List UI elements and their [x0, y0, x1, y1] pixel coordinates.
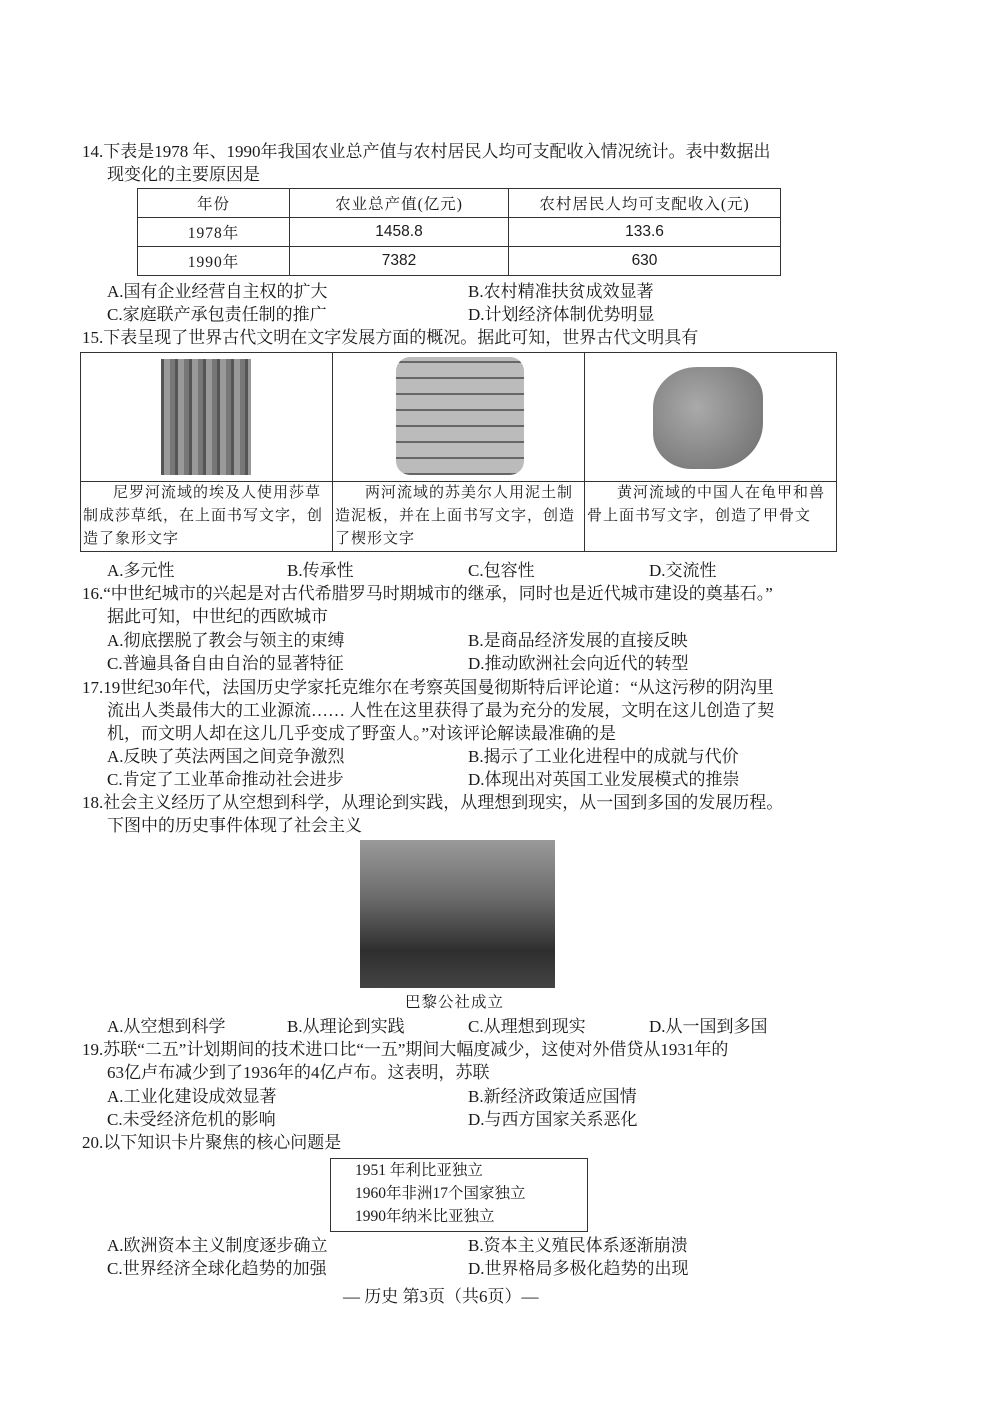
q17-option-d: D.体现出对英国工业发展模式的推崇 — [468, 770, 740, 789]
q15-cell-sumer: 两河流域的苏美尔人用泥土制造泥板，并在上面书写文字，创造了楔形文字 — [335, 485, 576, 547]
q15-table — [80, 352, 837, 552]
q17-option-b: B.揭示了工业化进程中的成就与代价 — [468, 747, 739, 766]
q16-option-c: C.普遍具备自由自治的显著特征 — [107, 654, 344, 673]
q14-table — [137, 188, 781, 276]
q15-cell-egypt: 尼罗河流域的埃及人使用莎草制成莎草纸，在上面书写文字，创造了象形文字 — [83, 485, 324, 547]
q18-option-b: B.从理论到实践 — [287, 1017, 405, 1036]
card-line: 1951 年利比亚独立 — [355, 1162, 483, 1179]
oracle-bone-image — [653, 367, 763, 469]
table-row — [138, 247, 781, 276]
q16-option-d: D.推动欧洲社会向近代的转型 — [468, 654, 689, 673]
q14-option-c: C.家庭联产承包责任制的推广 — [107, 305, 327, 324]
q16-stem-line2: 据此可知，中世纪的西欧城市 — [107, 607, 328, 626]
table-cell: 1458.8 — [290, 218, 509, 247]
q20-stem: 20.以下知识卡片聚焦的核心问题是 — [82, 1133, 342, 1152]
q20-option-b: B.资本主义殖民体系逐渐崩溃 — [468, 1236, 688, 1255]
q19-stem-line2: 63亿卢布减少到了1936年的4亿卢布。这表明，苏联 — [107, 1063, 490, 1082]
q16-option-b: B.是商品经济发展的直接反映 — [468, 631, 688, 650]
q14-option-b: B.农村精准扶贫成效显著 — [468, 282, 654, 301]
table-cell: 7382 — [290, 247, 509, 276]
q18-stem-line1: 18.社会主义经历了从空想到科学，从理论到实践，从理想到现实，从一国到多国的发展历程。 — [82, 793, 784, 812]
table-header: 年份 — [138, 189, 290, 218]
knowledge-card — [330, 1158, 588, 1232]
table-cell: 1978年 — [138, 218, 290, 247]
cuneiform-tablet-image — [396, 357, 524, 475]
q19-option-c: C.未受经济危机的影响 — [107, 1110, 276, 1129]
q14-option-a: A.国有企业经营自主权的扩大 — [107, 282, 328, 301]
q20-option-c: C.世界经济全球化趋势的加强 — [107, 1259, 327, 1278]
q17-option-c: C.肯定了工业革命推动社会进步 — [107, 770, 344, 789]
paris-commune-image — [360, 840, 555, 988]
q18-option-c: C.从理想到现实 — [468, 1017, 586, 1036]
q15-cell-china: 黄河流域的中国人在龟甲和兽骨上面书写文字，创造了甲骨文 — [587, 485, 826, 524]
card-line: 1990年纳米比亚独立 — [355, 1208, 495, 1225]
q15-stem: 15.下表呈现了世界古代文明在文字发展方面的概况。据此可知，世界古代文明具有 — [82, 328, 699, 347]
table-cell: 630 — [509, 247, 781, 276]
q18-image-caption: 巴黎公社成立 — [405, 994, 505, 1011]
q15-option-b: B.传承性 — [287, 561, 354, 580]
q19-option-a: A.工业化建设成效显著 — [107, 1087, 277, 1106]
q17-stem-line2: 流出人类最伟大的工业源流…… 人性在这里获得了最为充分的发展，文明在这儿创造了契 — [107, 701, 775, 720]
q19-option-d: D.与西方国家关系恶化 — [468, 1110, 638, 1129]
q18-option-a: A.从空想到科学 — [107, 1017, 226, 1036]
q18-stem-line2: 下图中的历史事件体现了社会主义 — [107, 816, 362, 835]
table-header: 农业总产值(亿元) — [290, 189, 509, 218]
q17-option-a: A.反映了英法两国之间竞争激烈 — [107, 747, 345, 766]
q16-option-a: A.彻底摆脱了教会与领主的束缚 — [107, 631, 345, 650]
q14-stem-line2: 现变化的主要原因是 — [107, 165, 260, 184]
q14-option-d: D.计划经济体制优势明显 — [468, 305, 655, 324]
table-cell: 133.6 — [509, 218, 781, 247]
hieroglyph-image — [161, 359, 251, 475]
table-header-row — [138, 189, 781, 218]
q15-option-d: D.交流性 — [649, 561, 717, 580]
q14-stem-line1: 14.下表是1978 年、1990年我国农业总产值与农村居民人均可支配收入情况统计。表中数据出 — [82, 142, 771, 161]
q15-option-a: A.多元性 — [107, 561, 175, 580]
page-footer: — 历史 第3页（共6页）— — [343, 1287, 539, 1306]
q20-option-d: D.世界格局多极化趋势的出现 — [468, 1259, 689, 1278]
table-header: 农村居民人均可支配收入(元) — [509, 189, 781, 218]
q18-option-d: D.从一国到多国 — [649, 1017, 768, 1036]
table-cell: 1990年 — [138, 247, 290, 276]
q19-stem-line1: 19.苏联“二五”计划期间的技术进口比“一五”期间大幅度减少，这使对外借贷从1931年的 — [82, 1040, 729, 1059]
q19-option-b: B.新经济政策适应国情 — [468, 1087, 637, 1106]
table-row — [138, 218, 781, 247]
card-line: 1960年非洲17个国家独立 — [355, 1185, 526, 1202]
q20-option-a: A.欧洲资本主义制度逐步确立 — [107, 1236, 328, 1255]
q16-stem-line1: 16.“中世纪城市的兴起是对古代希腊罗马时期城市的继承，同时也是近代城市建设的奠基石。” — [82, 584, 773, 603]
q15-option-c: C.包容性 — [468, 561, 535, 580]
q17-stem-line1: 17.19世纪30年代，法国历史学家托克维尔在考察英国曼彻斯特后评论道：“从这污秽的阴沟里 — [82, 678, 774, 697]
q17-stem-line3: 机，而文明人却在这儿几乎变成了野蛮人。”对该评论解读最准确的是 — [107, 724, 617, 743]
